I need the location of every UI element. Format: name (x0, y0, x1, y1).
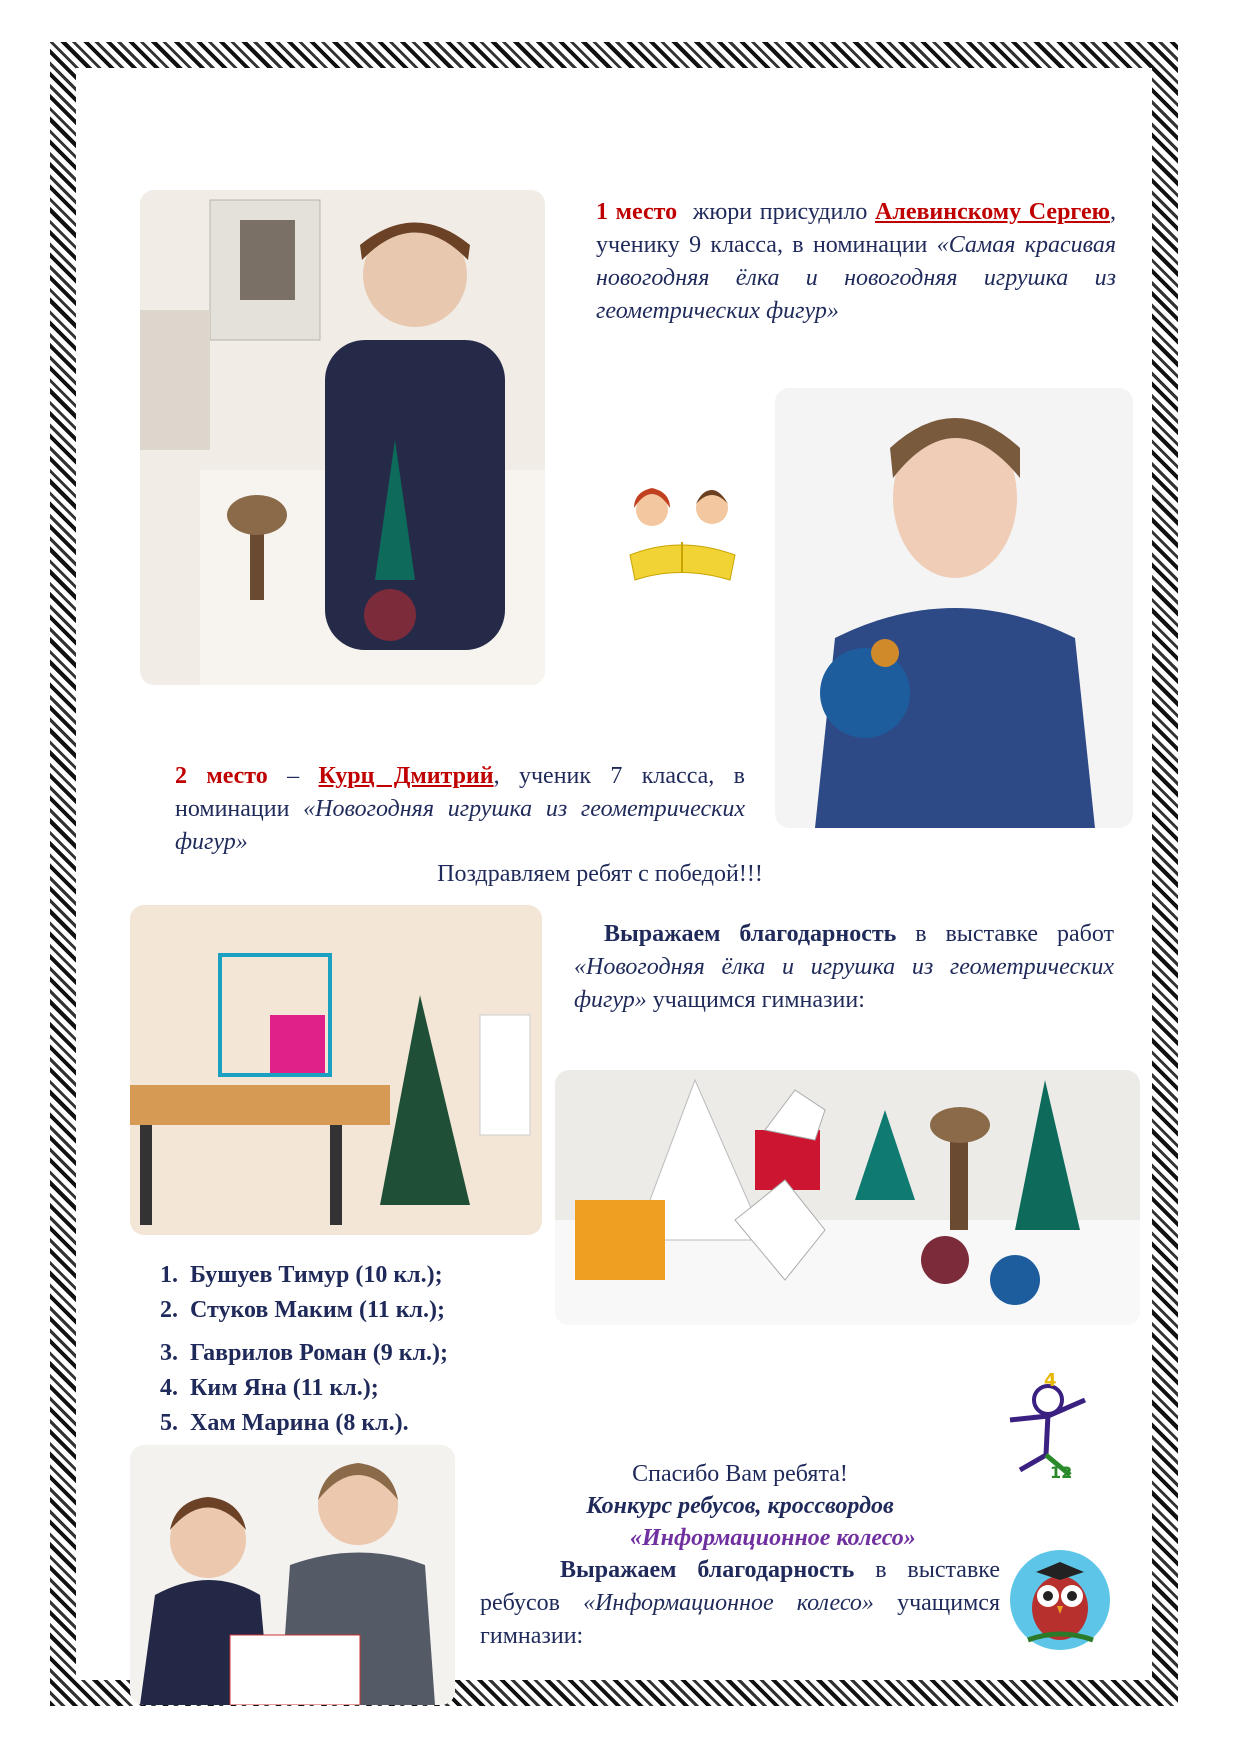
second-place-paragraph (175, 760, 745, 859)
second-place-details: , ученик 7 класса, в номинации (175, 763, 745, 822)
list-item: 4. Ким Яна (11 кл.); (184, 1371, 448, 1406)
photo-second-place-student (775, 388, 1133, 828)
thanks-rebus-tail: учащимся гимназии: (480, 1590, 1000, 1649)
first-place-lead: жюри присудило (692, 199, 868, 225)
thanks-rebus-text: в выставке ребусов (480, 1557, 1001, 1616)
kids-reading-icon (620, 480, 745, 590)
second-place-name: Курц Дмитрий (318, 763, 494, 789)
svg-text:12: 12 (1050, 1463, 1073, 1482)
thanks-exhibition-text: в выставке работ (896, 921, 1114, 947)
thanks-exhibition-title: «Новогодняя ёлка и игрушка из геометрических фигур» (574, 954, 1114, 1013)
list-item: 1. Бушуев Тимур (10 кл.); (184, 1258, 448, 1293)
photo-exhibition-desk (130, 905, 542, 1235)
first-place-paragraph (596, 196, 1116, 328)
svg-text:4: 4 (1044, 1370, 1057, 1391)
list-item: 2. Стуков Маким (11 кл.); (184, 1293, 448, 1328)
thanks-exhibition-paragraph (574, 918, 1114, 1017)
thanks-rebus-title: «Информационное колесо» (583, 1590, 874, 1616)
contest-title-line2: «Информационное колесо» (630, 1525, 916, 1551)
list-item: 3. Гаврилов Роман (9 кл.); (184, 1336, 448, 1371)
list-item: 5. Хам Марина (8 кл.). (184, 1406, 448, 1441)
owl-graduate-icon (1008, 1548, 1113, 1653)
thank-you-heading: Спасибо Вам ребята! (632, 1461, 848, 1487)
photo-first-place-student (140, 190, 545, 685)
second-place-rank: 2 место (175, 763, 268, 789)
photo-two-boys (130, 1445, 455, 1705)
first-place-details: , ученику 9 класса, в номинации (596, 199, 1117, 258)
thanks-rebus-bold: Выражаем благодарность (560, 1557, 855, 1583)
dancing-figure-icon (1000, 1370, 1100, 1485)
congrats-heading: Поздравляем ребят с победой!!! (437, 861, 763, 887)
second-place-dash: – (267, 763, 319, 789)
second-place-nomination: «Новогодняя игрушка из геометрических фигур» (175, 796, 745, 855)
photo-geometric-figures (555, 1070, 1140, 1325)
contest-title-line1: Конкурс ребусов, кроссвордов (586, 1493, 894, 1519)
thanks-exhibition-tail: учащимся гимназии: (646, 987, 865, 1013)
first-place-rank: 1 место (596, 199, 678, 225)
first-place-name: Алевинскому Сергею (875, 199, 1111, 225)
first-place-nomination: «Самая красивая новогодняя ёлка и новогодняя игрушка из геометрических фигур» (596, 232, 1117, 324)
participants-list (150, 1258, 448, 1441)
thanks-rebus-paragraph (480, 1554, 1000, 1653)
thanks-exhibition-bold: Выражаем благодарность (604, 921, 897, 947)
